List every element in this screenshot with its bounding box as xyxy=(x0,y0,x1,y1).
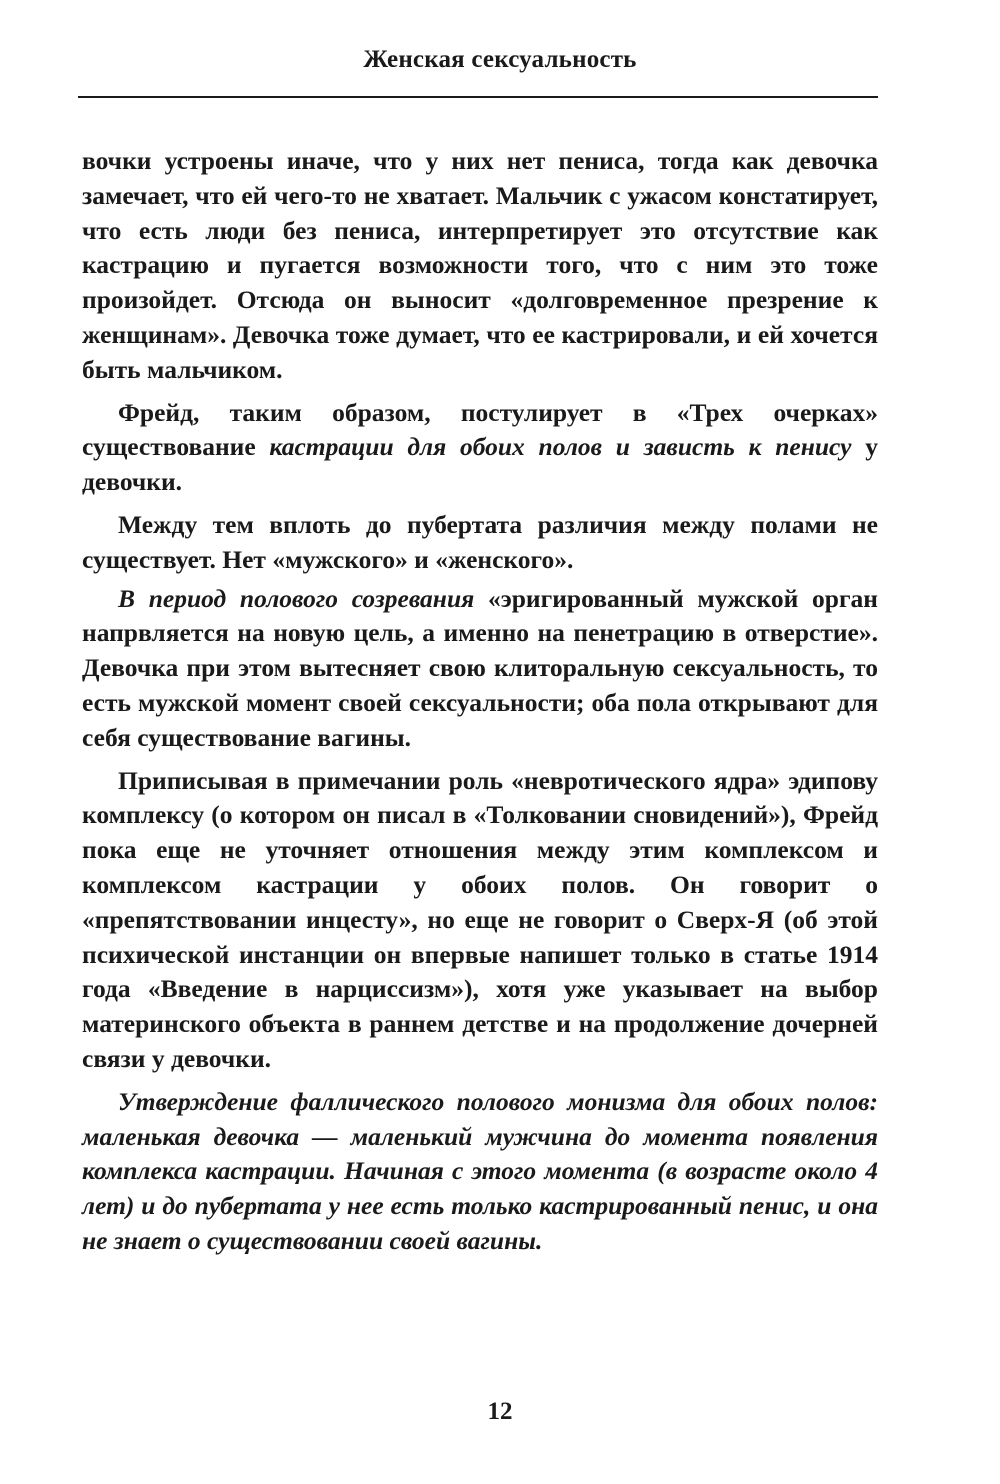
paragraph-4 xyxy=(82,582,878,756)
paragraph-4-emphasis: В период полового созревания xyxy=(118,583,475,613)
paragraph-4-text: «эригированный мужской орган напрвляется на новую цель, а именно на пенетрацию в отверстие». Девочка при этом вытесняет свою клиторальную сексуальность, то есть мужской момент своей сексуальности; оба пола открывают для себя существование вагины. xyxy=(82,583,878,752)
paragraph-6: Утверждение фаллического полового монизма для обоих полов: маленькая девочка — маленький мужчина до момента появления комплекса кастрации. Начиная с этого момента (в возрасте около 4 лет) и до пубертата у нее есть только кастрированный пенис, и она не знает о существовании своей вагины. xyxy=(82,1086,878,1255)
page-number: 12 xyxy=(487,1398,513,1425)
paragraph-2-emphasis: кастрации для обоих полов и зависть к пенису xyxy=(269,432,852,462)
header-rule xyxy=(78,96,878,98)
paragraph-2-text-c: у девочки. xyxy=(82,432,879,497)
paragraph-2-text-a: Фрейд, таким образом, постулирует в «Трех очерках» существование xyxy=(82,397,878,462)
paragraph-1: вочки устроены иначе, что у них нет пениса, тогда как девочка замечает, что ей чего-то не хватает. Мальчик с ужасом констатирует, что есть люди без пениса, интерпретирует это отсутствие как кастрацию и пугается возможности того, что с ним это тоже произойдет. Отсюда он выносит «долговременное презрение к женщинам». Девочка тоже думает, что ее кастрировали, и ей хочется быть мальчиком. xyxy=(82,146,878,384)
running-head-title: Женская сексуальность xyxy=(363,46,637,73)
page-body xyxy=(82,144,878,1267)
paragraph-3: Между тем вплоть до пубертата различия между полами не существует. Нет «мужского» и «женского». xyxy=(82,509,878,574)
paragraph-2 xyxy=(82,396,878,500)
paragraph-5: Приписывая в примечании роль «невротического ядра» эдипову комплексу (о котором он писал в «Толковании сновидений»), Фрейд пока еще не уточняет отношения между этим комплексом и комплексом кастрации у обоих полов. Он говорит о «препятствовании инцесту», но еще не говорит о Сверх-Я (об этой психической инстанции он впервые напишет только в статье 1914 года «Введение в нарциссизм»), хотя уже указывает на выбор материнского объекта в раннем детстве и на продолжение дочерней связи у девочки. xyxy=(82,765,878,1073)
